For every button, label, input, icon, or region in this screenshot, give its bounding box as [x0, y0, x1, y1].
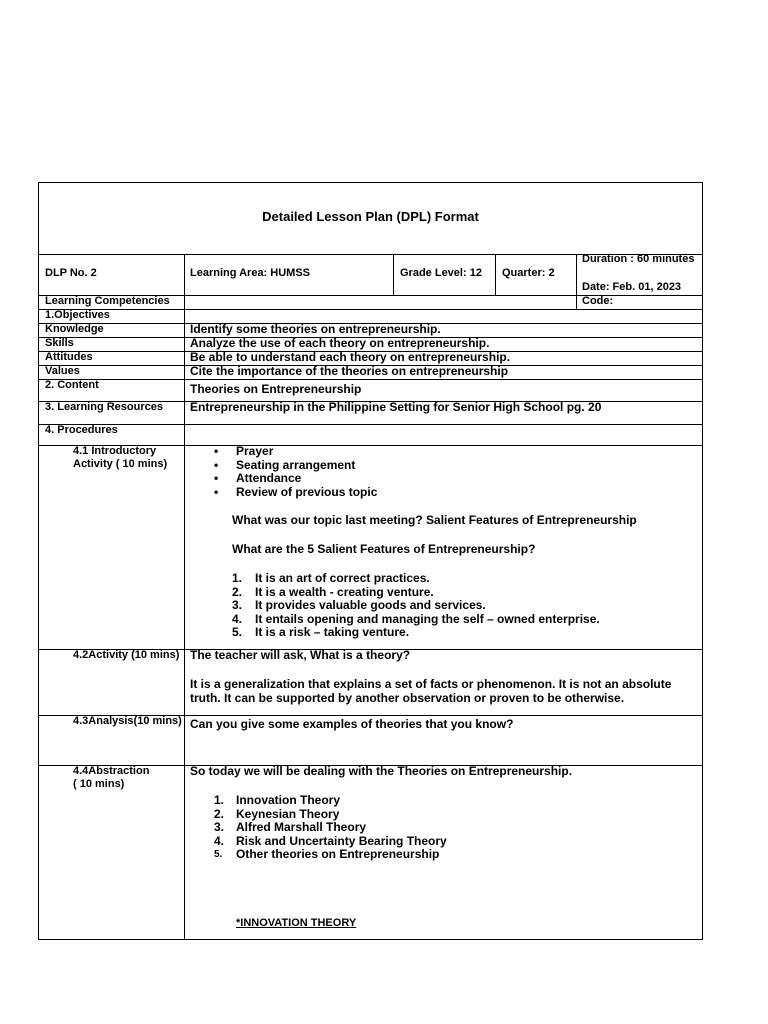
introductory-label-duration: Activity ( 10 mins) — [73, 458, 168, 470]
list-item: 2. Keynesian Theory — [214, 806, 340, 821]
attitudes-objective: Be able to understand each theory on entrepreneurship. — [190, 350, 511, 364]
dlp-number: DLP No. 2 — [45, 267, 97, 279]
values-objective: Cite the importance of the theories on entrepreneurship — [190, 364, 509, 378]
list-item: 3. Alfred Marshall Theory — [214, 820, 367, 834]
learning-resources-label: 3. Learning Resources — [45, 401, 163, 413]
abstraction-label-duration: ( 10 mins) — [73, 778, 125, 790]
list-item: 1. It is an art of correct practices. — [232, 571, 430, 585]
divider — [39, 309, 702, 310]
divider — [39, 424, 702, 425]
list-item: 4. It entails opening and managing the self – owned enterprise. — [232, 611, 600, 626]
list-item: • Review of previous topic — [186, 486, 377, 500]
date: Date: Feb. 01, 2023 — [582, 281, 682, 293]
abstraction-label: 4.4Abstraction — [73, 765, 150, 777]
skills-objective: Analyze the use of each theory on entrepreneurship. — [190, 336, 490, 350]
list-item: 3. It provides valuable goods and services. — [232, 598, 486, 612]
list-item: 1. Innovation Theory — [214, 793, 341, 807]
salient-features-question: What are the 5 Salient Features of Entrepreneurship? — [232, 542, 536, 556]
list-item: • Prayer — [186, 445, 377, 459]
knowledge-objective: Identify some theories on entrepreneurship. — [190, 322, 441, 336]
duration: Duration : 60 minutes — [582, 253, 695, 265]
introductory-label: 4.1 Introductory — [73, 445, 157, 457]
quarter: Quarter: 2 — [502, 267, 555, 279]
grade-level: Grade Level: 12 — [400, 267, 482, 279]
knowledge-label: Knowledge — [45, 323, 104, 335]
learning-competencies-label: Learning Competencies — [45, 295, 170, 307]
abstraction-intro: So today we will be dealing with the Theories on Entrepreneurship. — [190, 764, 573, 778]
analysis-question: Can you give some examples of theories that you know? — [190, 717, 514, 731]
divider — [393, 254, 394, 295]
divider — [184, 254, 185, 940]
procedures-label: 4. Procedures — [45, 424, 118, 436]
code-label: Code: — [582, 295, 614, 307]
list-item: 5. It is a risk – taking venture. — [232, 625, 410, 639]
theories-list — [214, 794, 447, 862]
attitudes-label: Attitudes — [45, 351, 93, 363]
activity-answer: It is a generalization that explains a set of facts or phenomenon. It is not an absolute truth. It can be supported by another observation or proven to be otherwise. — [190, 677, 672, 705]
activity-label: 4.2Activity (10 mins) — [73, 649, 180, 661]
list-item: 2. It is a wealth - creating venture. — [232, 584, 434, 599]
activity-question: The teacher will ask, What is a theory? — [190, 648, 411, 662]
salient-features-list — [232, 572, 600, 640]
introductory-bullets — [186, 445, 377, 499]
divider — [39, 379, 702, 380]
skills-label: Skills — [45, 337, 74, 349]
content-text: Theories on Entrepreneurship — [190, 382, 362, 396]
lesson-plan-table — [38, 182, 703, 940]
document-title: Detailed Lesson Plan (DPL) Format — [262, 209, 479, 224]
analysis-label: 4.3Analysis(10 mins) — [73, 715, 182, 727]
content-label: 2. Content — [45, 379, 99, 391]
divider — [495, 254, 496, 295]
learning-area: Learning Area: HUMSS — [190, 267, 311, 279]
divider — [576, 254, 577, 309]
values-label: Values — [45, 365, 80, 377]
list-item: • Attendance — [186, 472, 377, 486]
list-item: 4. Risk and Uncertainty Bearing Theory — [214, 833, 447, 848]
review-question: What was our topic last meeting? Salient Features of Entrepreneurship — [232, 513, 637, 527]
learning-resources-text: Entrepreneurship in the Philippine Setting for Senior High School pg. 20 — [190, 400, 602, 414]
list-item: 5. Other theories on Entrepreneurship — [214, 847, 440, 861]
objectives-label: 1.Objectives — [45, 309, 110, 321]
innovation-theory-heading: *INNOVATION THEORY — [236, 917, 357, 929]
list-item: • Seating arrangement — [186, 459, 377, 473]
